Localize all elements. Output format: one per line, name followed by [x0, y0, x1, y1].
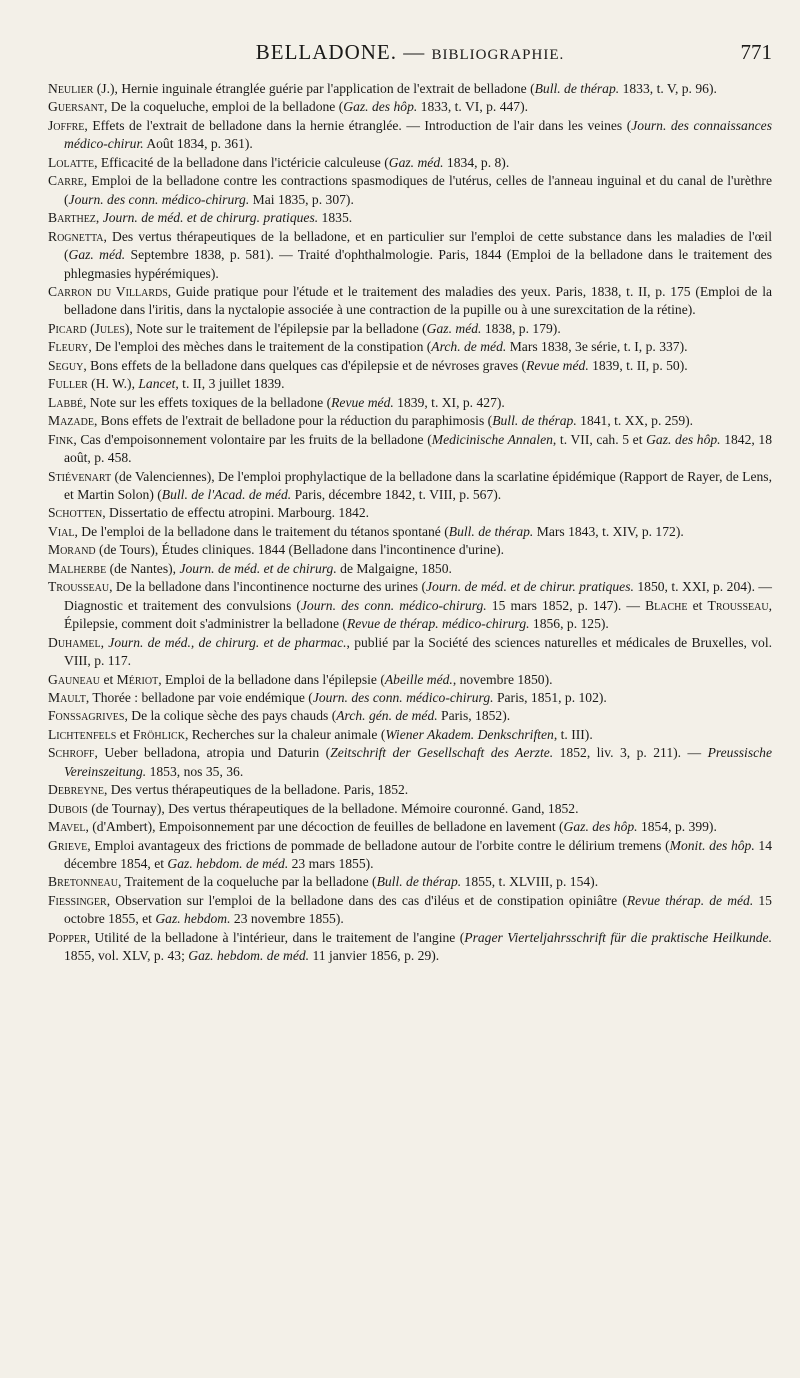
entry-text: , — [100, 634, 109, 650]
entry-text: , publié par la Société des sciences naturelles et médicales de Bruxelles, vol. VIII, p. 117. — [64, 634, 772, 669]
entry-text: 15 octobre 1855, et — [64, 892, 772, 927]
entry-journal: Gaz. des hôp. — [343, 99, 418, 115]
entry-author: Malherbe — [48, 560, 107, 576]
entry-author: Trousseau — [707, 597, 769, 613]
bibliography-entry — [48, 892, 772, 929]
entry-text: Paris, décembre 1842, t. VIII, p. 567). — [291, 486, 502, 502]
entry-text: , Traitement de la coqueluche par la belladone ( — [118, 874, 377, 890]
entry-journal: Revue méd. — [526, 357, 589, 373]
entry-author: Fiessinger — [48, 892, 107, 908]
entry-journal: Journ. de méd. et de chirurg. pratiques. — [102, 210, 319, 226]
entry-text: , Note sur le traitement de l'épilepsie par la belladone ( — [129, 320, 427, 336]
entry-text: , De la coqueluche, emploi de la belladone ( — [103, 99, 344, 115]
entry-text: , Note sur les effets toxiques de la belladone ( — [82, 394, 332, 410]
entry-journal: Arch. de méd. — [431, 339, 507, 355]
bibliography-entry — [48, 523, 772, 541]
entry-journal: Revue de thérap. médico-chirurg. — [346, 616, 530, 632]
entry-journal: Arch. gén. de méd. — [336, 708, 438, 724]
entry-author: Popper — [48, 929, 87, 945]
bibliography-entry — [48, 578, 772, 633]
entry-text: 14 décembre 1854, et — [64, 837, 772, 872]
bibliography-entry — [48, 172, 772, 209]
entry-text: Septembre 1838, p. 581). — Traité d'ophthalmologie. Paris, 1844 (Emploi de la belladone dans le traitement des phlegmasies hypérémiques). — [64, 247, 773, 281]
entry-author: Blache — [645, 597, 688, 613]
running-title — [48, 40, 772, 65]
entry-author: Neulier (J.) — [48, 81, 115, 96]
entry-journal: Bull. de thérap. — [376, 874, 462, 890]
entry-author: Debreyne — [48, 782, 104, 798]
bibliography-entry — [48, 541, 772, 559]
entry-text: Août 1834, p. 361). — [143, 136, 253, 152]
entry-author: Barthez — [48, 210, 96, 226]
entry-text: , Bons effets de la belladone dans quelques cas d'épilepsie et de névroses graves ( — [83, 357, 527, 373]
entry-author: Guersant — [48, 99, 104, 115]
entry-author: Grieve — [48, 837, 88, 853]
bibliography-entry — [48, 837, 772, 874]
entry-text: Paris, 1851, p. 102). — [493, 689, 607, 705]
entry-journal: Gaz. méd. — [426, 320, 482, 336]
bibliography-entry — [48, 560, 772, 578]
bibliography-entry — [48, 873, 772, 891]
entry-text: 1854, p. 399). — [637, 819, 717, 835]
entry-author: Rognetta — [48, 228, 104, 244]
running-title-section: BIBLIOGRAPHIE. — [431, 47, 565, 63]
entry-text: 1855, vol. XLV, p. 43; — [64, 948, 189, 964]
bibliography-list — [48, 80, 772, 966]
entry-text: , Efficacité de la belladone dans l'ictéricie calculeuse ( — [94, 154, 389, 170]
entry-text: (de Tours), Études cliniques. 1844 (Belladone dans l'incontinence d'urine). — [95, 542, 505, 558]
entry-text: , Guide pratique pour l'étude et le traitement des maladies des yeux. Paris, 1838, t. II, p. 175 (Emploi de la belladone dans l'iritis, dans la nyctalopie associée à une contraction de la pupille ou à une surexcitation de la rétine). — [64, 283, 773, 318]
entry-journal: Gaz. méd. — [68, 247, 126, 263]
entry-text: , Des vertus thérapeutiques de la belladone, et en particulier sur l'emploi de cette substance dans les maladies de l'œil ( — [64, 228, 772, 263]
entry-text: , — [95, 210, 103, 226]
entry-text: , (d'Ambert), Empoisonnement par une décoction de feuilles de belladone en lavement ( — [85, 819, 564, 835]
entry-journal: Gaz. méd. — [388, 154, 444, 170]
entry-journal: Gaz. des hôp. — [563, 819, 638, 835]
entry-text: 1839, t. II, p. 50). — [588, 357, 688, 373]
entry-text: , Emploi de la belladone contre les contractions spasmodiques de l'utérus, celles de l'anneau inguinal et du canal de l'urèthre ( — [64, 173, 772, 207]
running-title-main: BELLADONE. — [255, 40, 397, 64]
entry-journal: Prager Vierteljahrsschrift für die praktische Heilkunde. — [464, 929, 772, 945]
entry-journal: Bull. de thérap. — [492, 413, 577, 429]
entry-text: 1852, liv. 3, p. 211). — — [553, 745, 708, 761]
bibliography-entry — [48, 468, 772, 505]
entry-text: , t. II, 3 juillet 1839. — [175, 376, 285, 392]
entry-text: 1833, t. VI, p. 447). — [417, 99, 529, 115]
entry-text: (de Valenciennes), De l'emploi prophylactique de la belladone dans la scarlatine épidémique (Rapport de Rayer, de Lens, et Martin Solon) ( — [64, 468, 772, 502]
entry-author: Mériot — [116, 671, 159, 687]
entry-journal: Gaz. des hôp. — [646, 431, 721, 447]
entry-journal: Preussische Vereinszeitung. — [64, 745, 772, 779]
entry-journal: Bull. de thérap. — [534, 81, 620, 96]
entry-author: Carron du Villards — [48, 283, 168, 299]
entry-text: , Emploi de la belladone dans l'épilepsie ( — [158, 671, 385, 687]
entry-text: 23 mars 1855). — [288, 856, 374, 872]
entry-text: de Malgaigne, 1850. — [336, 560, 452, 576]
entry-author: Mault — [48, 689, 86, 705]
bibliography-entry — [48, 357, 772, 375]
entry-text: (de Nantes), — [106, 560, 180, 576]
entry-text: , Cas d'empoisonnement volontaire par les fruits de la belladone ( — [73, 431, 432, 447]
bibliography-entry — [48, 154, 772, 172]
entry-journal: Zeitschrift der Gesellschaft des Aerzte. — [330, 745, 554, 761]
entry-journal: Journ. des conn. médico-chirurg. — [300, 597, 487, 613]
bibliography-entry — [48, 431, 772, 468]
entry-text: , Ueber belladona, atropia und Daturin ( — [94, 745, 331, 761]
bibliography-entry — [48, 818, 772, 836]
entry-text: , Effets de l'extrait de belladone dans la hernie étranglée. — Introduction de l'air dans les veines ( — [84, 117, 632, 133]
entry-author: Gauneau — [48, 671, 101, 687]
entry-text: 23 novembre 1855). — [230, 911, 344, 927]
entry-journal: Bull. de l'Acad. de méd. — [161, 486, 292, 502]
entry-journal: Journ. des connaissances médico-chirur. — [64, 117, 773, 152]
entry-author: Schotten — [48, 505, 103, 521]
entry-text: Mars 1838, 3e série, t. I, p. 337). — [506, 339, 688, 355]
running-head — [48, 40, 772, 74]
entry-text: , — [131, 376, 139, 392]
entry-text: 1834, p. 8). — [443, 154, 510, 170]
entry-text: et — [687, 597, 708, 613]
page-number: 771 — [740, 40, 772, 64]
entry-text: Mai 1835, p. 307). — [249, 191, 354, 207]
bibliography-entry — [48, 504, 772, 522]
entry-journal: Gaz. hebdom. de méd. — [167, 856, 289, 872]
entry-author: Mavel — [48, 819, 86, 835]
entry-journal: Monit. des hôp. — [669, 837, 755, 853]
entry-text: (de Tournay), Des vertus thérapeutiques de la belladone. Mémoire couronné. Gand, 1852. — [87, 800, 579, 816]
entry-text: , t. III). — [553, 726, 593, 742]
entry-journal: Journ. de méd. et de chirur. pratiques. — [426, 579, 634, 595]
entry-text: , Thorée : belladone par voie endémique ( — [85, 689, 313, 705]
entry-text: 1855, t. XLVIII, p. 154). — [461, 874, 599, 890]
bibliography-entry — [48, 338, 772, 356]
entry-text: 1833, t. V, p. 96). — [619, 81, 717, 96]
entry-author: Fleury — [48, 339, 89, 355]
entry-author: Seguy — [48, 357, 84, 373]
entry-author: Vial — [48, 523, 75, 539]
entry-text: 1835. — [318, 210, 353, 226]
entry-text: , De la belladone dans l'incontinence nocturne des urines ( — [109, 579, 426, 595]
bibliography-entry — [48, 228, 772, 283]
bibliography-entry — [48, 781, 772, 799]
entry-text: , t. VII, cah. 5 et — [552, 431, 647, 447]
bibliography-entry — [48, 394, 772, 412]
bibliography-entry — [48, 707, 772, 725]
entry-text: Paris, 1852). — [437, 708, 511, 724]
entry-author: Fröhlick — [132, 726, 185, 742]
entry-text: , Utilité de la belladone à l'intérieur, dans le traitement de l'angine ( — [86, 929, 465, 945]
entry-text: 15 mars 1852, p. 147). — — [486, 597, 646, 613]
entry-journal: Bull. de thérap. — [448, 523, 534, 539]
entry-text: 1853, nos 35, 36. — [146, 763, 244, 779]
entry-text: , De l'emploi des mèches dans le traitement de la constipation ( — [88, 339, 432, 355]
entry-text: , De l'emploi de la belladone dans le traitement du tétanos spontané ( — [74, 523, 449, 539]
entry-author: Fonssagrives — [48, 708, 125, 724]
entry-journal: Journ. des conn. médico-chirurg. — [312, 689, 494, 705]
entry-text: 1842, 18 août, p. 458. — [64, 431, 773, 466]
bibliography-entry — [48, 929, 772, 966]
entry-author: Lolatte — [48, 154, 95, 170]
entry-journal: Wiener Akadem. Denkschriften — [385, 726, 554, 742]
entry-author: Trousseau — [48, 579, 110, 595]
bibliography-entry — [48, 283, 772, 320]
bibliography-entry — [48, 726, 772, 744]
bibliography-entry — [48, 98, 772, 116]
bibliography-entry — [48, 671, 772, 689]
bibliography-entry — [48, 800, 772, 818]
entry-author: Joffre — [48, 117, 85, 133]
entry-text: , Bons effets de l'extrait de belladone pour la réduction du paraphimosis ( — [93, 413, 493, 429]
bibliography-entry — [48, 320, 772, 338]
bibliography-entry — [48, 689, 772, 707]
bibliography-entry — [48, 80, 772, 98]
entry-text: Mars 1843, t. XIV, p. 172). — [533, 523, 684, 539]
entry-text: 1850, t. XXI, p. 204). — Diagnostic et traitement des convulsions ( — [64, 579, 772, 613]
entry-author: Mazade — [48, 413, 94, 429]
entry-text: 1838, p. 179). — [481, 320, 561, 336]
entry-text: , Observation sur l'emploi de la belladone dans des cas d'iléus et de constipation opiniâtre ( — [106, 892, 627, 908]
entry-author: Fink — [48, 431, 74, 447]
entry-journal: Revue méd. — [331, 394, 394, 410]
entry-author: Fuller (H. W.) — [48, 376, 132, 392]
entry-journal: Lancet — [138, 376, 176, 392]
entry-text: , Emploi avantageux des frictions de pommade de belladone autour de l'orbite contre le délirium tremens ( — [87, 837, 670, 853]
bibliography-entry — [48, 412, 772, 430]
bibliography-entry — [48, 375, 772, 393]
running-title-dash: — — [403, 40, 426, 64]
bibliography-entry — [48, 117, 772, 154]
entry-journal: Journ. des conn. médico-chirurg. — [68, 191, 250, 207]
entry-author: Labbé — [48, 394, 83, 410]
entry-journal: Gaz. hebdom. de méd. — [188, 948, 310, 964]
entry-text: , Dissertatio de effectu atropini. Marbourg. 1842. — [102, 505, 370, 521]
bibliography-entry — [48, 634, 772, 671]
entry-text: , novembre 1850). — [452, 671, 553, 687]
entry-author: Schroff — [48, 745, 95, 761]
entry-author: Carre — [48, 173, 84, 189]
entry-journal: Gaz. hebdom. — [155, 911, 231, 927]
entry-author: Lichtenfels — [48, 726, 117, 742]
entry-text: et — [100, 671, 117, 687]
entry-text: et — [116, 726, 133, 742]
entry-author: Duhamel — [48, 634, 101, 650]
entry-author: Stiévenart — [48, 468, 112, 484]
entry-journal: Journ. de méd. et de chirurg. — [179, 560, 337, 576]
entry-author: Picard (Jules) — [48, 320, 130, 336]
entry-journal: Journ. de méd., de chirurg. et de pharmac. — [108, 634, 347, 650]
entry-journal: Abeille méd. — [384, 671, 453, 687]
entry-text: 1841, t. XX, p. 259). — [576, 413, 694, 429]
entry-text: , Recherches sur la chaleur animale ( — [184, 726, 386, 742]
entry-author: Morand — [48, 542, 96, 558]
bibliography-entry — [48, 744, 772, 781]
entry-text: , Hernie inguinale étranglée guérie par l'application de l'extrait de belladone ( — [114, 81, 535, 96]
entry-text: , Épilepsie, comment doit s'administrer la belladone ( — [64, 597, 773, 632]
entry-text: 1839, t. XI, p. 427). — [393, 394, 505, 410]
entry-text: 1856, p. 125). — [529, 616, 609, 632]
entry-author: Bretonneau — [48, 874, 118, 890]
entry-text: , De la colique sèche des pays chauds ( — [124, 708, 337, 724]
entry-journal: Medicinische Annalen — [431, 431, 553, 447]
entry-author: Dubois — [48, 800, 88, 816]
entry-journal: Revue thérap. de méd. — [626, 892, 754, 908]
entry-text: 11 janvier 1856, p. 29). — [309, 948, 440, 964]
bibliography-entry — [48, 209, 772, 227]
entry-text: , Des vertus thérapeutiques de la belladone. Paris, 1852. — [103, 782, 409, 798]
